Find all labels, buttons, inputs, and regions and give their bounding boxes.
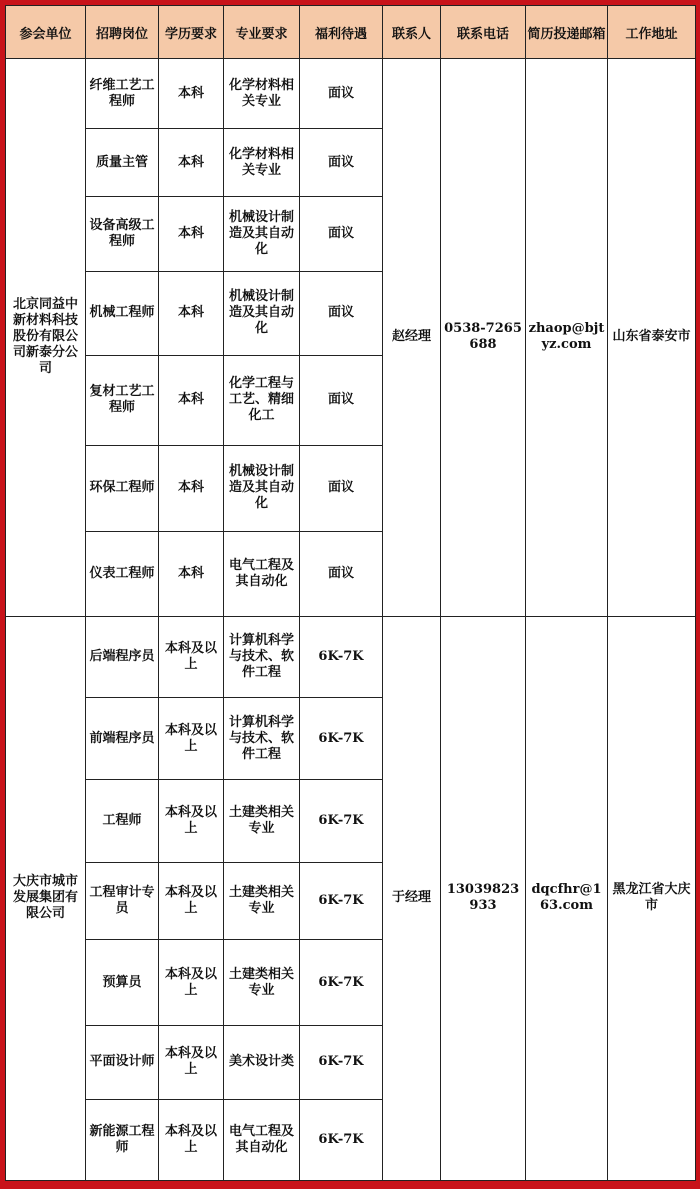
major-requirement: 美术设计类 [224, 1025, 300, 1099]
header-position: 招聘岗位 [86, 6, 159, 59]
salary: 面议 [300, 129, 383, 197]
major-requirement: 机械设计制造及其自动化 [224, 445, 300, 531]
header-salary: 福利待遇 [300, 6, 383, 59]
table-row [6, 59, 696, 129]
position-title: 环保工程师 [86, 445, 159, 531]
contact-phone: 13039823933 [441, 616, 526, 1180]
header-major: 专业要求 [224, 6, 300, 59]
major-requirement: 计算机科学与技术、软件工程 [224, 616, 300, 697]
education-requirement: 本科及以上 [159, 780, 224, 863]
education-requirement: 本科 [159, 531, 224, 616]
education-requirement: 本科 [159, 129, 224, 197]
education-requirement: 本科及以上 [159, 940, 224, 1025]
header-email: 简历投递邮箱 [526, 6, 608, 59]
recruitment-table-frame [5, 5, 695, 1181]
header-company: 参会单位 [6, 6, 86, 59]
major-requirement: 化学工程与工艺、精细化工 [224, 355, 300, 445]
position-title: 纤维工艺工程师 [86, 59, 159, 129]
position-title: 平面设计师 [86, 1025, 159, 1099]
position-title: 设备高级工程师 [86, 197, 159, 272]
major-requirement: 土建类相关专业 [224, 940, 300, 1025]
salary: 6K-7K [300, 940, 383, 1025]
education-requirement: 本科 [159, 197, 224, 272]
work-address: 黑龙江省大庆市 [608, 616, 696, 1180]
major-requirement: 计算机科学与技术、软件工程 [224, 698, 300, 780]
education-requirement: 本科及以上 [159, 698, 224, 780]
company-name: 大庆市城市发展集团有限公司 [6, 616, 86, 1180]
education-requirement: 本科及以上 [159, 1025, 224, 1099]
recruitment-table [5, 5, 696, 1181]
contact-person: 赵经理 [383, 59, 441, 617]
education-requirement: 本科及以上 [159, 616, 224, 697]
position-title: 前端程序员 [86, 698, 159, 780]
position-title: 质量主管 [86, 129, 159, 197]
position-title: 复材工艺工程师 [86, 355, 159, 445]
header-education: 学历要求 [159, 6, 224, 59]
header-row [6, 6, 696, 59]
education-requirement: 本科 [159, 355, 224, 445]
education-requirement: 本科 [159, 59, 224, 129]
company-name: 北京同益中新材料科技股份有限公司新泰分公司 [6, 59, 86, 617]
major-requirement: 土建类相关专业 [224, 863, 300, 940]
major-requirement: 电气工程及其自动化 [224, 1099, 300, 1180]
position-title: 工程审计专员 [86, 863, 159, 940]
resume-email: dqcfhr@163.com [526, 616, 608, 1180]
salary: 6K-7K [300, 863, 383, 940]
education-requirement: 本科及以上 [159, 1099, 224, 1180]
salary: 面议 [300, 272, 383, 355]
header-address: 工作地址 [608, 6, 696, 59]
salary: 面议 [300, 59, 383, 129]
position-title: 工程师 [86, 780, 159, 863]
salary: 6K-7K [300, 1099, 383, 1180]
table-row [6, 616, 696, 697]
education-requirement: 本科 [159, 445, 224, 531]
education-requirement: 本科及以上 [159, 863, 224, 940]
major-requirement: 化学材料相关专业 [224, 129, 300, 197]
salary: 6K-7K [300, 1025, 383, 1099]
salary: 面议 [300, 531, 383, 616]
position-title: 新能源工程师 [86, 1099, 159, 1180]
salary: 6K-7K [300, 780, 383, 863]
header-contact: 联系人 [383, 6, 441, 59]
salary: 6K-7K [300, 698, 383, 780]
header-phone: 联系电话 [441, 6, 526, 59]
salary: 6K-7K [300, 616, 383, 697]
salary: 面议 [300, 355, 383, 445]
position-title: 后端程序员 [86, 616, 159, 697]
salary: 面议 [300, 197, 383, 272]
contact-phone: 0538-7265688 [441, 59, 526, 617]
salary: 面议 [300, 445, 383, 531]
work-address: 山东省泰安市 [608, 59, 696, 617]
major-requirement: 机械设计制造及其自动化 [224, 272, 300, 355]
resume-email: zhaop@bjtyz.com [526, 59, 608, 617]
major-requirement: 电气工程及其自动化 [224, 531, 300, 616]
position-title: 预算员 [86, 940, 159, 1025]
position-title: 机械工程师 [86, 272, 159, 355]
major-requirement: 化学材料相关专业 [224, 59, 300, 129]
position-title: 仪表工程师 [86, 531, 159, 616]
contact-person: 于经理 [383, 616, 441, 1180]
education-requirement: 本科 [159, 272, 224, 355]
major-requirement: 机械设计制造及其自动化 [224, 197, 300, 272]
major-requirement: 土建类相关专业 [224, 780, 300, 863]
